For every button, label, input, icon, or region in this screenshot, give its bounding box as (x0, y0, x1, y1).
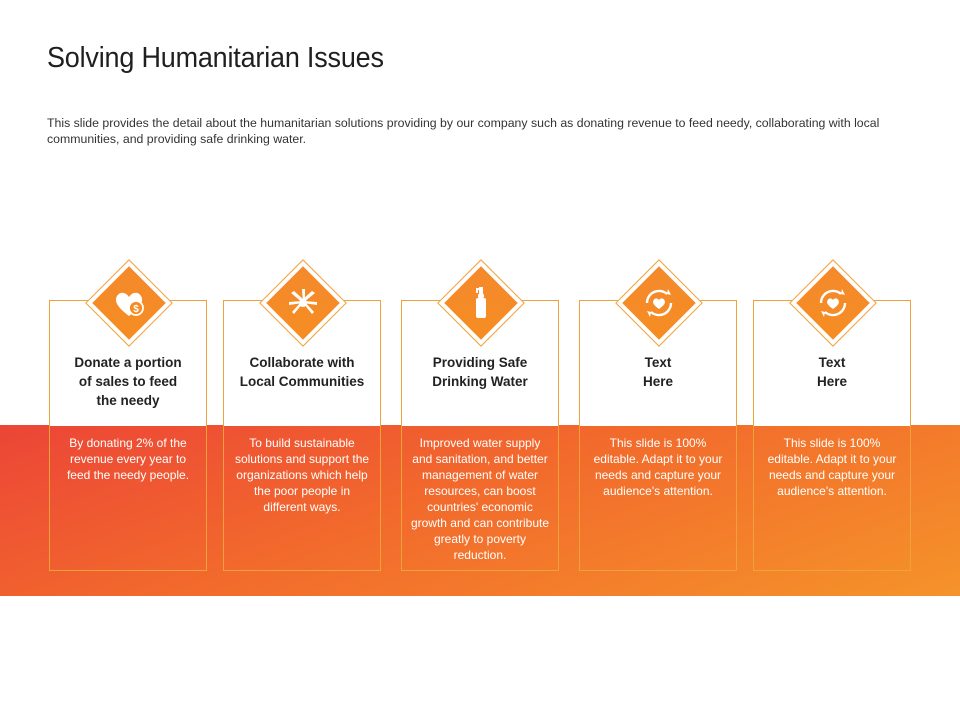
heart-cycle-icon (639, 283, 679, 323)
diamond-badge-1 (84, 258, 174, 348)
card-heading: Text Here (642, 355, 674, 389)
card-heading: Donate a portion of sales to feed the needy (74, 355, 182, 408)
card-body: By donating 2% of the revenue every year to feed the needy people. (66, 436, 190, 482)
diamond-badge-5 (788, 258, 878, 348)
card-heading: Collaborate with Local Communities (239, 355, 365, 389)
card-body: This slide is 100% editable. Adapt it to your needs and capture your audience's attention. (593, 436, 723, 498)
diamond-badge-2 (258, 258, 348, 348)
diamond-badge-4 (614, 258, 704, 348)
hands-together-icon (283, 283, 323, 323)
svg-text:$: $ (133, 304, 139, 315)
heart-cycle-icon (813, 283, 853, 323)
card-heading: Text Here (816, 355, 848, 389)
slide-title: Solving Humanitarian Issues (47, 42, 384, 74)
card-heading: Providing Safe Drinking Water (432, 355, 528, 389)
card-body: This slide is 100% editable. Adapt it to your needs and capture your audience's attention. (767, 436, 897, 498)
card-body: Improved water supply and sanitation, and better management of water resources, can boost countries' economic growth and can contribute greatly to poverty reduction. (410, 436, 550, 562)
water-bottle-icon (461, 283, 501, 323)
heart-dollar-icon (109, 283, 149, 323)
slide-description: This slide provides the detail about the humanitarian solutions providing by our company such as donating revenue to feed needy, collaborating with local communities, and providing safe drinking water. (47, 116, 880, 146)
card-body: To build sustainable solutions and support the organizations which help the poor people in different ways. (234, 436, 370, 514)
diamond-badge-3 (436, 258, 526, 348)
